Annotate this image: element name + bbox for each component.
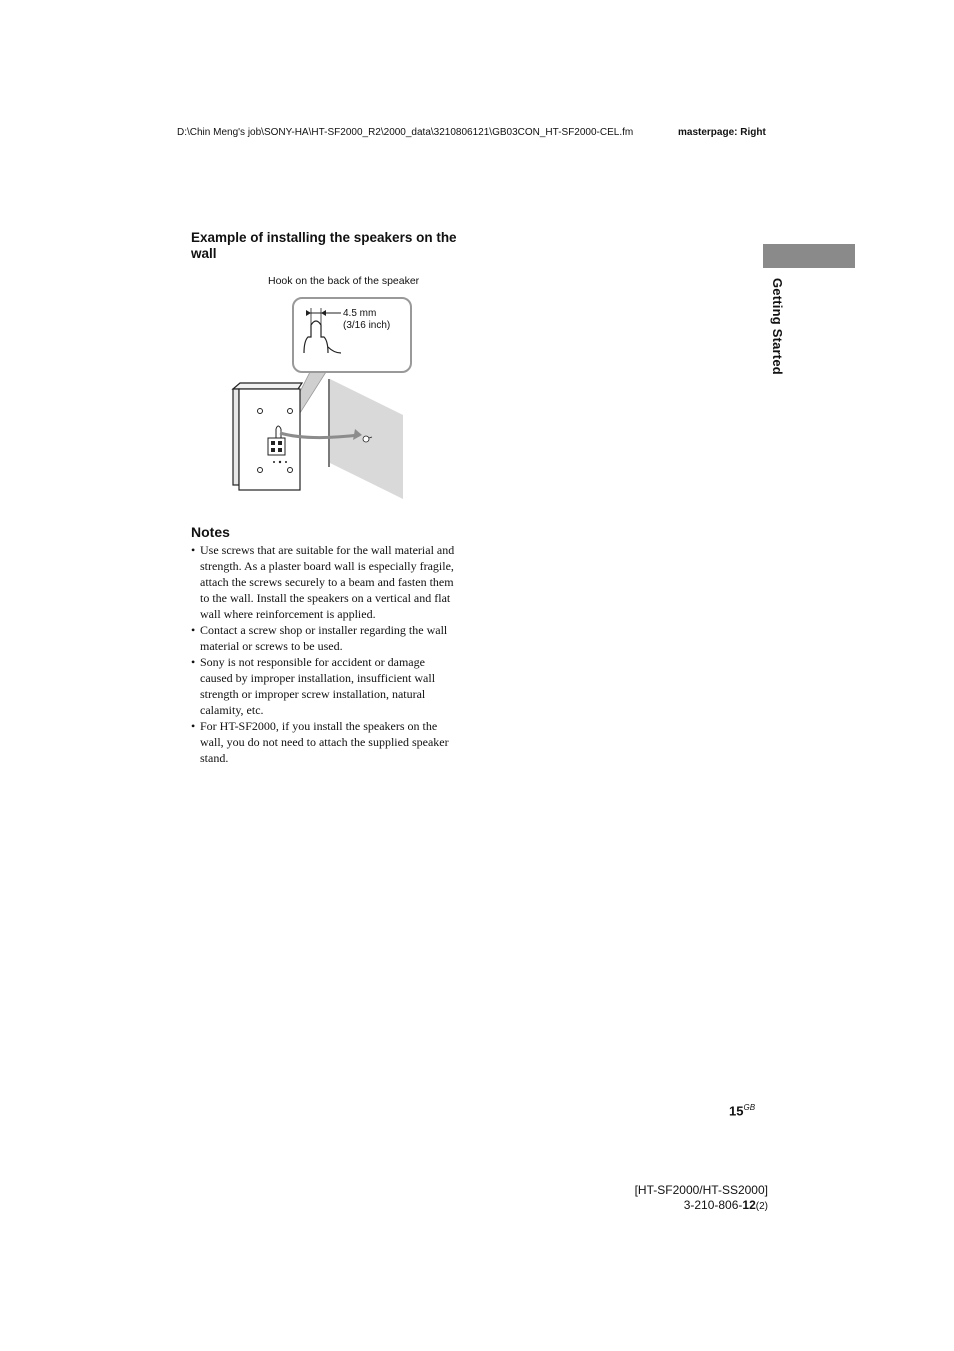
notes-title: Notes (191, 524, 230, 540)
note-item: • Sony is not responsible for accident or damage caused by improper installation, insufficient wall strength or improper screw installation, natural calamity, etc. (191, 654, 459, 718)
page-number-suffix: GB (743, 1103, 756, 1112)
model-name: [HT-SF2000/HT-SS2000] (634, 1183, 768, 1197)
page-number (729, 1103, 755, 1118)
hook-caption: Hook on the back of the speaker (268, 275, 420, 287)
note-item: • For HT-SF2000, if you install the speakers on the wall, you do not need to attach the supplied speaker stand. (191, 718, 459, 766)
note-item: • Use screws that are suitable for the wall material and strength. As a plaster board wall is especially fragile, attach the screws securely to a beam and fasten them to the wall. Install the speakers on a vertical and flat wall where reinforcement is applied. (191, 542, 459, 622)
part-code-suffix: (2) (755, 1201, 768, 1212)
page-number-value: 15 (729, 1103, 744, 1119)
masterpage-label: masterpage: Right (678, 127, 766, 138)
dimension-mm: 4.5 mm (343, 308, 377, 319)
section-title: Example of installing the speakers on the wall (191, 230, 457, 261)
part-code-prefix: 3-210-806- (683, 1198, 743, 1212)
dimension-inch: (3/16 inch) (343, 320, 391, 331)
file-path: D:\Chin Meng's job\SONY-HA\HT-SF2000_R2\2000_data\3210806121\GB03CON_HT-SF2000-CEL.fm (177, 127, 634, 138)
side-tab-bar (763, 244, 855, 268)
part-code-bold: 12 (742, 1198, 756, 1212)
side-tab-label: Getting Started (770, 278, 785, 375)
note-item: • Contact a screw shop or installer regarding the wall material or screws to be used. (191, 622, 459, 654)
part-code (560, 1198, 768, 1212)
notes-list (191, 542, 459, 766)
